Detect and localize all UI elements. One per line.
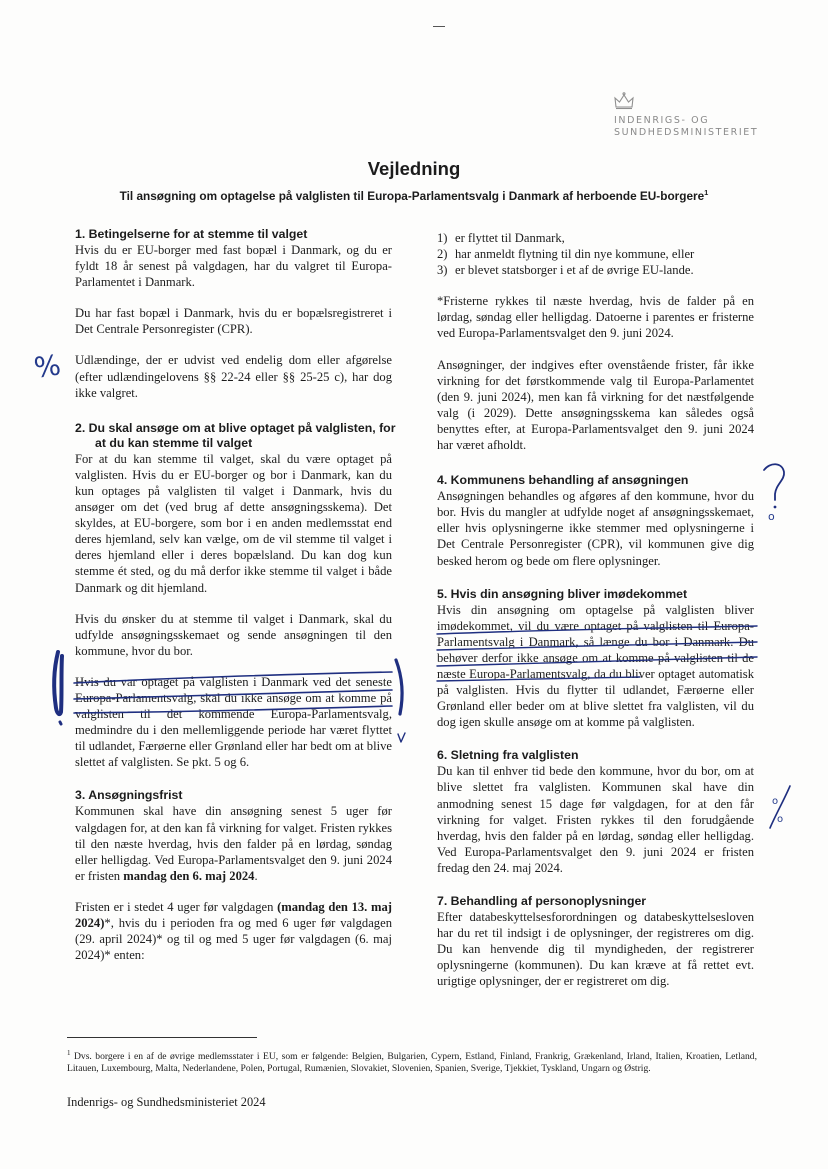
subtitle-footnote-ref: 1 — [704, 188, 709, 197]
section-6-heading: 6. Sletning fra valglisten — [437, 748, 579, 763]
list-item-number: 1) — [437, 231, 448, 245]
handwritten-percent-mark: % — [31, 348, 63, 385]
handwritten-fraction-top: o — [772, 796, 779, 807]
section-7-heading: 7. Behandling af personoplysninger — [437, 894, 647, 908]
section-2-paragraph-3: Hvis du var optaget på valglisten i Danmark ved det seneste Europa-Parlamentsvalg, skal du ikke ansøge om at komme på valglisten til det kommende Europa-Parlamentsvalg, medmindre du i den mellemliggende periode har været flyttet til udlandet, Færøerne eller Grønland eller har bedt om at blive slettet af valglisten. Se pkt. 5 og 6. — [75, 674, 392, 770]
section-2-heading-line-1: 2. Du skal ansøge om at blive optaget på valglisten, for — [75, 420, 396, 435]
section-3-deadline: mandag den 6. maj 2024 — [123, 868, 255, 883]
section-2-paragraph-2: Hvis du ønsker du at stemme til valget i Danmark, skal du udfylde ansøgningsskemaet og sende ansøgningen til den kommune, hvor du bor. — [75, 611, 392, 658]
list-item-number: 2) — [437, 247, 448, 262]
list-item-text: er blevet statsborger i et af de øvrige EU-lande. — [455, 263, 694, 278]
section-3-p2-text-b: *, hvis du i perioden fra og med 6 uger før valgdagen (29. april 2024)* og til og med 5 uger før valgdagen (6. maj 2024)* enten: — [75, 916, 392, 963]
footnote-text: Dvs. borgere i en af de øvrige medlemsstater i EU, som er følgende: Belgien, Bulgarien, Cypern, Estland, Finland, Frankrig, Grækenland, Irland, Italien, Kroatien, Letland, Litauen, Luxembourg, Malta, Nederlandene, Polen, Portugal, Rumænien, Slovakiet, Slovenien, Spanien, Sverige, Tjekkiet, Tyskland, Ungarn og Østrig. — [67, 1051, 757, 1075]
section-5-heading: 5. Hvis din ansøgning bliver imødekommet — [437, 586, 688, 601]
section-5-paragraph-1: Hvis din ansøgning om optagelse på valglisten bliver imødekommet, vil du være optaget på valglisten til Europa-Parlamentsvalg i Danmark, så længe du bor i Danmark. Du behøver derfor ikke ansøge om at komme på valglisten til de næste Europa-Parlamentsvalg, da du bliver optaget automatisk på valglisten. Hvis du flytter til udlandet, Færøerne eller Grønland eller beder om at blive slettet fra valglisten, vil du dog igen skulle ansøge om at komme på valglisten. — [437, 602, 754, 730]
section-3-paragraph-4: Ansøgninger, der indgives efter ovenstående frister, får ikke virkning for det førstkommende valg til Europa-Parlamentet (den 9. juni 2024), men kan få virkning for det næstfølgende valg (i 2029). Dette ansøgningsskema kan således også benyttes efter, at Europa-Parlamentsvalget den 9. juni 2024 har været afholdt. — [437, 357, 754, 453]
section-2-heading-line-2: at du kan stemme til valget — [95, 435, 253, 450]
handwritten-fraction-bottom: o — [777, 814, 784, 825]
section-3-p1-end: . — [254, 868, 258, 883]
handwritten-v-mark — [404, 744, 405, 745]
section-3-p2-bold: (mandag den 13. maj 2024) — [75, 899, 392, 930]
section-7-paragraph-1: Efter databeskyttelsesforordningen og databeskyttelsesloven har du ret til indsigt i de oplysninger, der registreres om dig. Du kan henvende dig til myndigheden, der registrerer oplysningerne (kommunen). Du kan kræve at få rettet evt. urigtige oplysninger, der er registreret om dig. — [437, 910, 754, 989]
section-4-paragraph-1: Ansøgningen behandles og afgøres af den kommune, hvor du bor. Hvis du mangler at udfylde noget af ansøgningsskemaet, eller hvis oplysningerne ikke stemmer med oplysningerne i Det Centrale Personregister (CPR), vil kommunen give dig besked herom og bede om flere oplysninger. — [437, 489, 754, 568]
page-footer: Indenrigs- og Sundhedsministeriet 2024 — [67, 1095, 266, 1109]
list-item-number: 3) — [437, 263, 448, 278]
ministry-line-1: INDENRIGS- OG — [614, 115, 710, 126]
ministry-line-2: SUNDHEDSMINISTERIET — [614, 127, 759, 138]
section-2-paragraph-1: For at du kan stemme til valget, skal du være optaget på valglisten. Hvis du er EU-borger og bor i Danmark, kan du kun optages på valglisten til valget i Danmark, hvis du ansøger om det (ved brug af dette ansøgningsskema). Det skyldes, at EU-borgere, som bor i en anden medlemsstat end deres hjemland, selv kan vælge, om de vil stemme til valget i deres hjemland eller i deres bopælsland. Du kan dog kun stemme ét sted, og du må derfor ikke stemme til valget i både Danmark og dit hjemland. — [75, 451, 392, 595]
section-3-paragraph-3: *Fristerne rykkes til næste hverdag, hvis de falder på en lørdag, søndag eller helligdag. Datoerne i parentes er fristerne ved Europa-Parlamentsvalget den 9. juni 2024. — [437, 294, 754, 341]
section-1-paragraph-1: Hvis du er EU-borger med fast bopæl i Danmark, og du er fyldt 18 år senest på valgdagen, har du valgret til Europa-Parlamentet i Danmark. — [75, 243, 392, 290]
section-6-paragraph-1: Du kan til enhver tid bede den kommune, hvor du bor, om at blive slettet fra valglisten. Kommunen skal have din anmodning senest 15 dage før valgdagen, for at den får virkning for valget. Fristen rykkes til den forudgående hverdag, hvis den falder på en lørdag, søndag eller helligdag. Ved Europa-Parlamentsvalget den 9. juni 2024 er fristen fredag den 24. maj 2024. — [437, 764, 754, 875]
section-4-heading: 4. Kommunens behandling af ansøgningen — [437, 473, 689, 488]
page-title: Vejledning — [367, 158, 461, 179]
section-3-p1-text: Kommunen skal have din ansøgning senest 5 uger før valgdagen for, at den kan få virkning for valget. Fristen rykkes til den næste hverdag, hvis den falder på en lørdag, søndag eller helligdag. Ved Europa-Parlamentsvalget den 9. juni 2024 er fristen — [75, 804, 392, 883]
footnote-number: 1 — [67, 1049, 71, 1057]
section-1-paragraph-2: Du har fast bopæl i Danmark, hvis du er bopælsregistreret i Det Centrale Personregister (CPR). — [75, 306, 392, 337]
subtitle-text: Til ansøgning om optagelse på valglisten til Europa-Parlamentsvalg i Danmark af herboende EU-borgere — [119, 188, 705, 203]
section-3-p2-text-a: Fristen er i stedet 4 uger før valgdagen — [75, 899, 278, 914]
section-1-heading: 1. Betingelserne for at stemme til valget — [75, 227, 308, 241]
section-3-heading: 3. Ansøgningsfrist — [75, 788, 183, 803]
handwritten-small-o: o — [768, 510, 775, 523]
list-item-text: har anmeldt flytning til din nye kommune, eller — [455, 247, 695, 262]
list-item-text: er flyttet til Danmark, — [455, 231, 565, 245]
section-1-paragraph-3: Udlændinge, der er udvist ved endelig dom eller afgørelse (efter udlændingelovens §§ 22-24 eller §§ 25-25 c), har dog ikke valgret. — [75, 353, 392, 400]
